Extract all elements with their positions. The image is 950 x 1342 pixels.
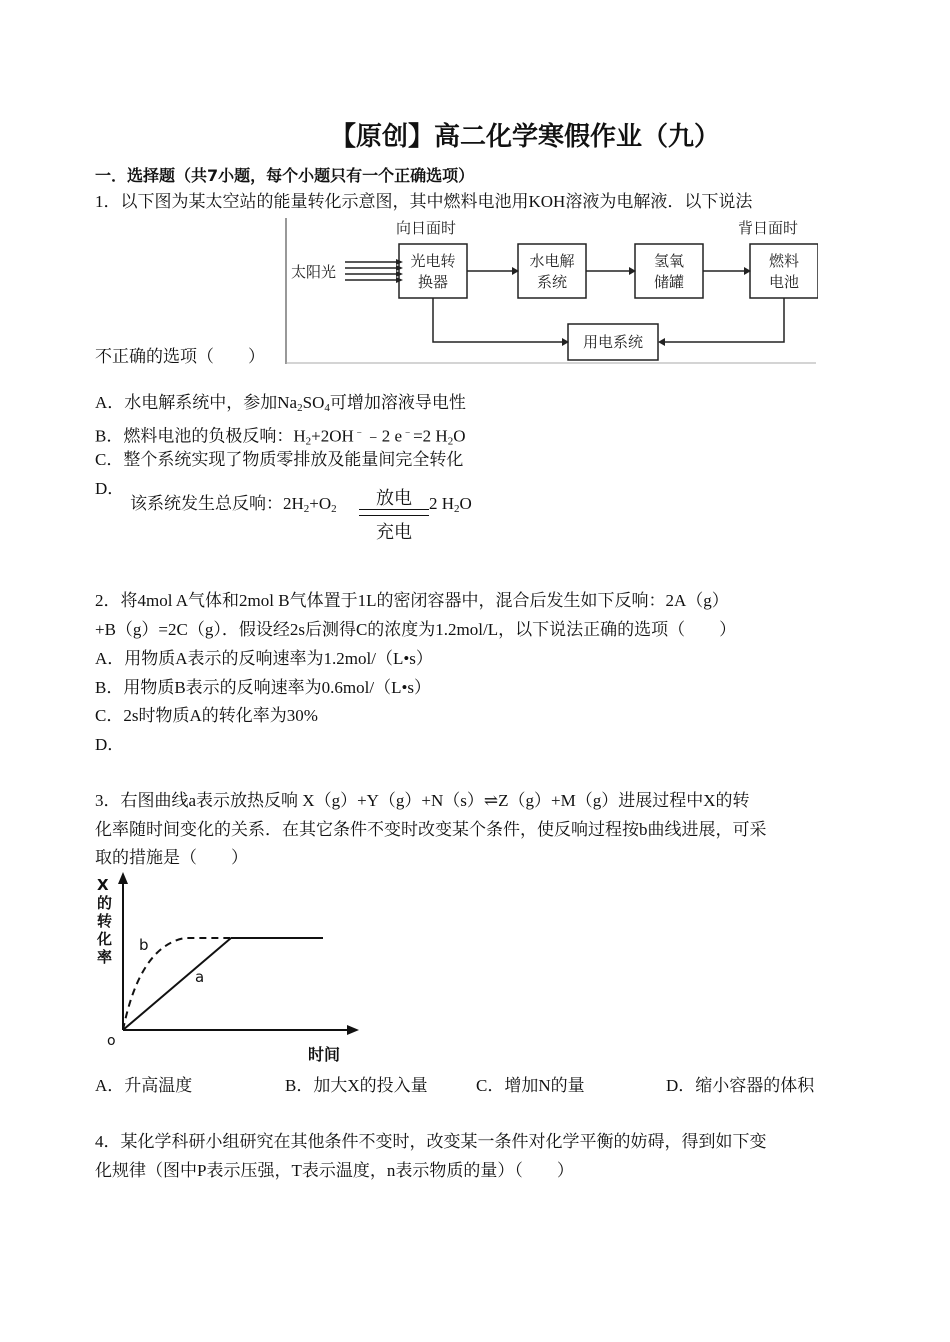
q2-option-c: C．2s时物质A的转化率为30% [95, 706, 318, 725]
q1-stem-line1: 1．以下图为某太空站的能量转化示意图，其中燃料电池用KOH溶液为电解液．以下说法 [95, 192, 753, 211]
q1-option-d: 该系统发生总反响：$2H_2+O_2$ [130, 494, 337, 515]
q1-stem-line2: 不正确的选项（ ） [95, 347, 265, 366]
svg-text:燃料: 燃料 [768, 252, 800, 270]
q1-option-a: A．水电解系统中，参加$Na_2SO_4$可增加溶液导电性 [95, 393, 466, 414]
svg-text:X: X [97, 876, 109, 894]
q3-option-a: A．升高温度 [95, 1076, 193, 1095]
q3-option-c: C．增加N的量 [476, 1076, 585, 1095]
label-sunlight: 太阳光 [291, 263, 337, 281]
svg-text:电池: 电池 [768, 273, 800, 291]
section-heading: 一．选择题（共7小题，每个小题只有一个正确选项） [95, 166, 475, 185]
label-day-side: 向日面时 [396, 219, 457, 237]
q3-conversion-graph [95, 868, 375, 1068]
q1-option-b: B．燃料电池的负极反响：$H_2+2OH^﹣﹣2$ e﹣=2 $H_2O$ [95, 426, 466, 448]
svg-text:氢氧: 氢氧 [653, 252, 685, 270]
q3-stem-line2: 化率随时间变化的关系．在其它条件不变时改变某个条件，使反响过程按b曲线进展，可采 [95, 820, 767, 839]
curve-b-label: b [139, 936, 149, 954]
label-night-side: 背日面时 [738, 219, 799, 237]
q2-stem-line2: +B（g）=2C（g）．假设经2s后测得C的浓度为1.2mol/L，以下说法正确的选项（ ） [95, 620, 737, 639]
svg-text:系统: 系统 [536, 273, 568, 291]
q1-double-line [359, 509, 429, 516]
q1-arrow-under-label: 充电 [376, 522, 412, 543]
q1-option-c: C．整个系统实现了物质零排放及能量间完全转化 [95, 450, 464, 469]
q2-option-d: D． [95, 735, 125, 754]
q4-stem-line2: 化规律（图中P表示压强，T表示温度，n表示物质的量）（ ） [95, 1161, 574, 1180]
curve-a-label: a [195, 968, 205, 986]
x-axis-label: 时间 [308, 1045, 341, 1064]
q2-option-b: B．用物质B表示的反响速率为0.6mol/（L•s） [95, 678, 432, 697]
svg-text:的: 的 [97, 894, 113, 912]
q3-option-d: D．缩小容器的体积 [666, 1076, 815, 1095]
q3-stem-line3: 取的措施是（ ） [95, 848, 248, 867]
q4-stem-line1: 4．某化学科研小组研究在其他条件不变时，改变某一条件对化学平衡的妨碍，得到如下变 [95, 1132, 767, 1151]
q2-option-a: A．用物质A表示的反响速率为1.2mol/（L•s） [95, 649, 433, 668]
svg-text:水电解: 水电解 [529, 252, 575, 270]
svg-text:率: 率 [97, 948, 113, 966]
q3-stem-line1: 3．右图曲线a表示放热反响 X（g）+Y（g）+N（s）⇌Z（g）+M（g）进展过程中X的转 [95, 791, 750, 810]
q1-option-d-label: D． [95, 479, 125, 498]
q1-arrow-over-label: 放电 [376, 488, 412, 509]
svg-text:转: 转 [97, 912, 113, 930]
q2-stem-line1: 2．将4mol A气体和2mol B气体置于1L的密闭容器中，混合后发生如下反响：2A（g） [95, 591, 729, 610]
q3-option-b: B．加大X的投入量 [285, 1076, 428, 1095]
q1-option-d-product: 2 $H_2O$ [429, 494, 472, 515]
svg-text:储罐: 储罐 [653, 273, 685, 291]
svg-text:换器: 换器 [417, 273, 449, 291]
origin-label: o [107, 1033, 116, 1049]
page-title: 【原创】高二化学寒假作业（九） [330, 122, 721, 152]
svg-text:化: 化 [97, 930, 113, 948]
svg-text:用电系统: 用电系统 [582, 333, 644, 351]
svg-text:光电转: 光电转 [410, 252, 456, 270]
q1-energy-diagram [283, 216, 818, 366]
